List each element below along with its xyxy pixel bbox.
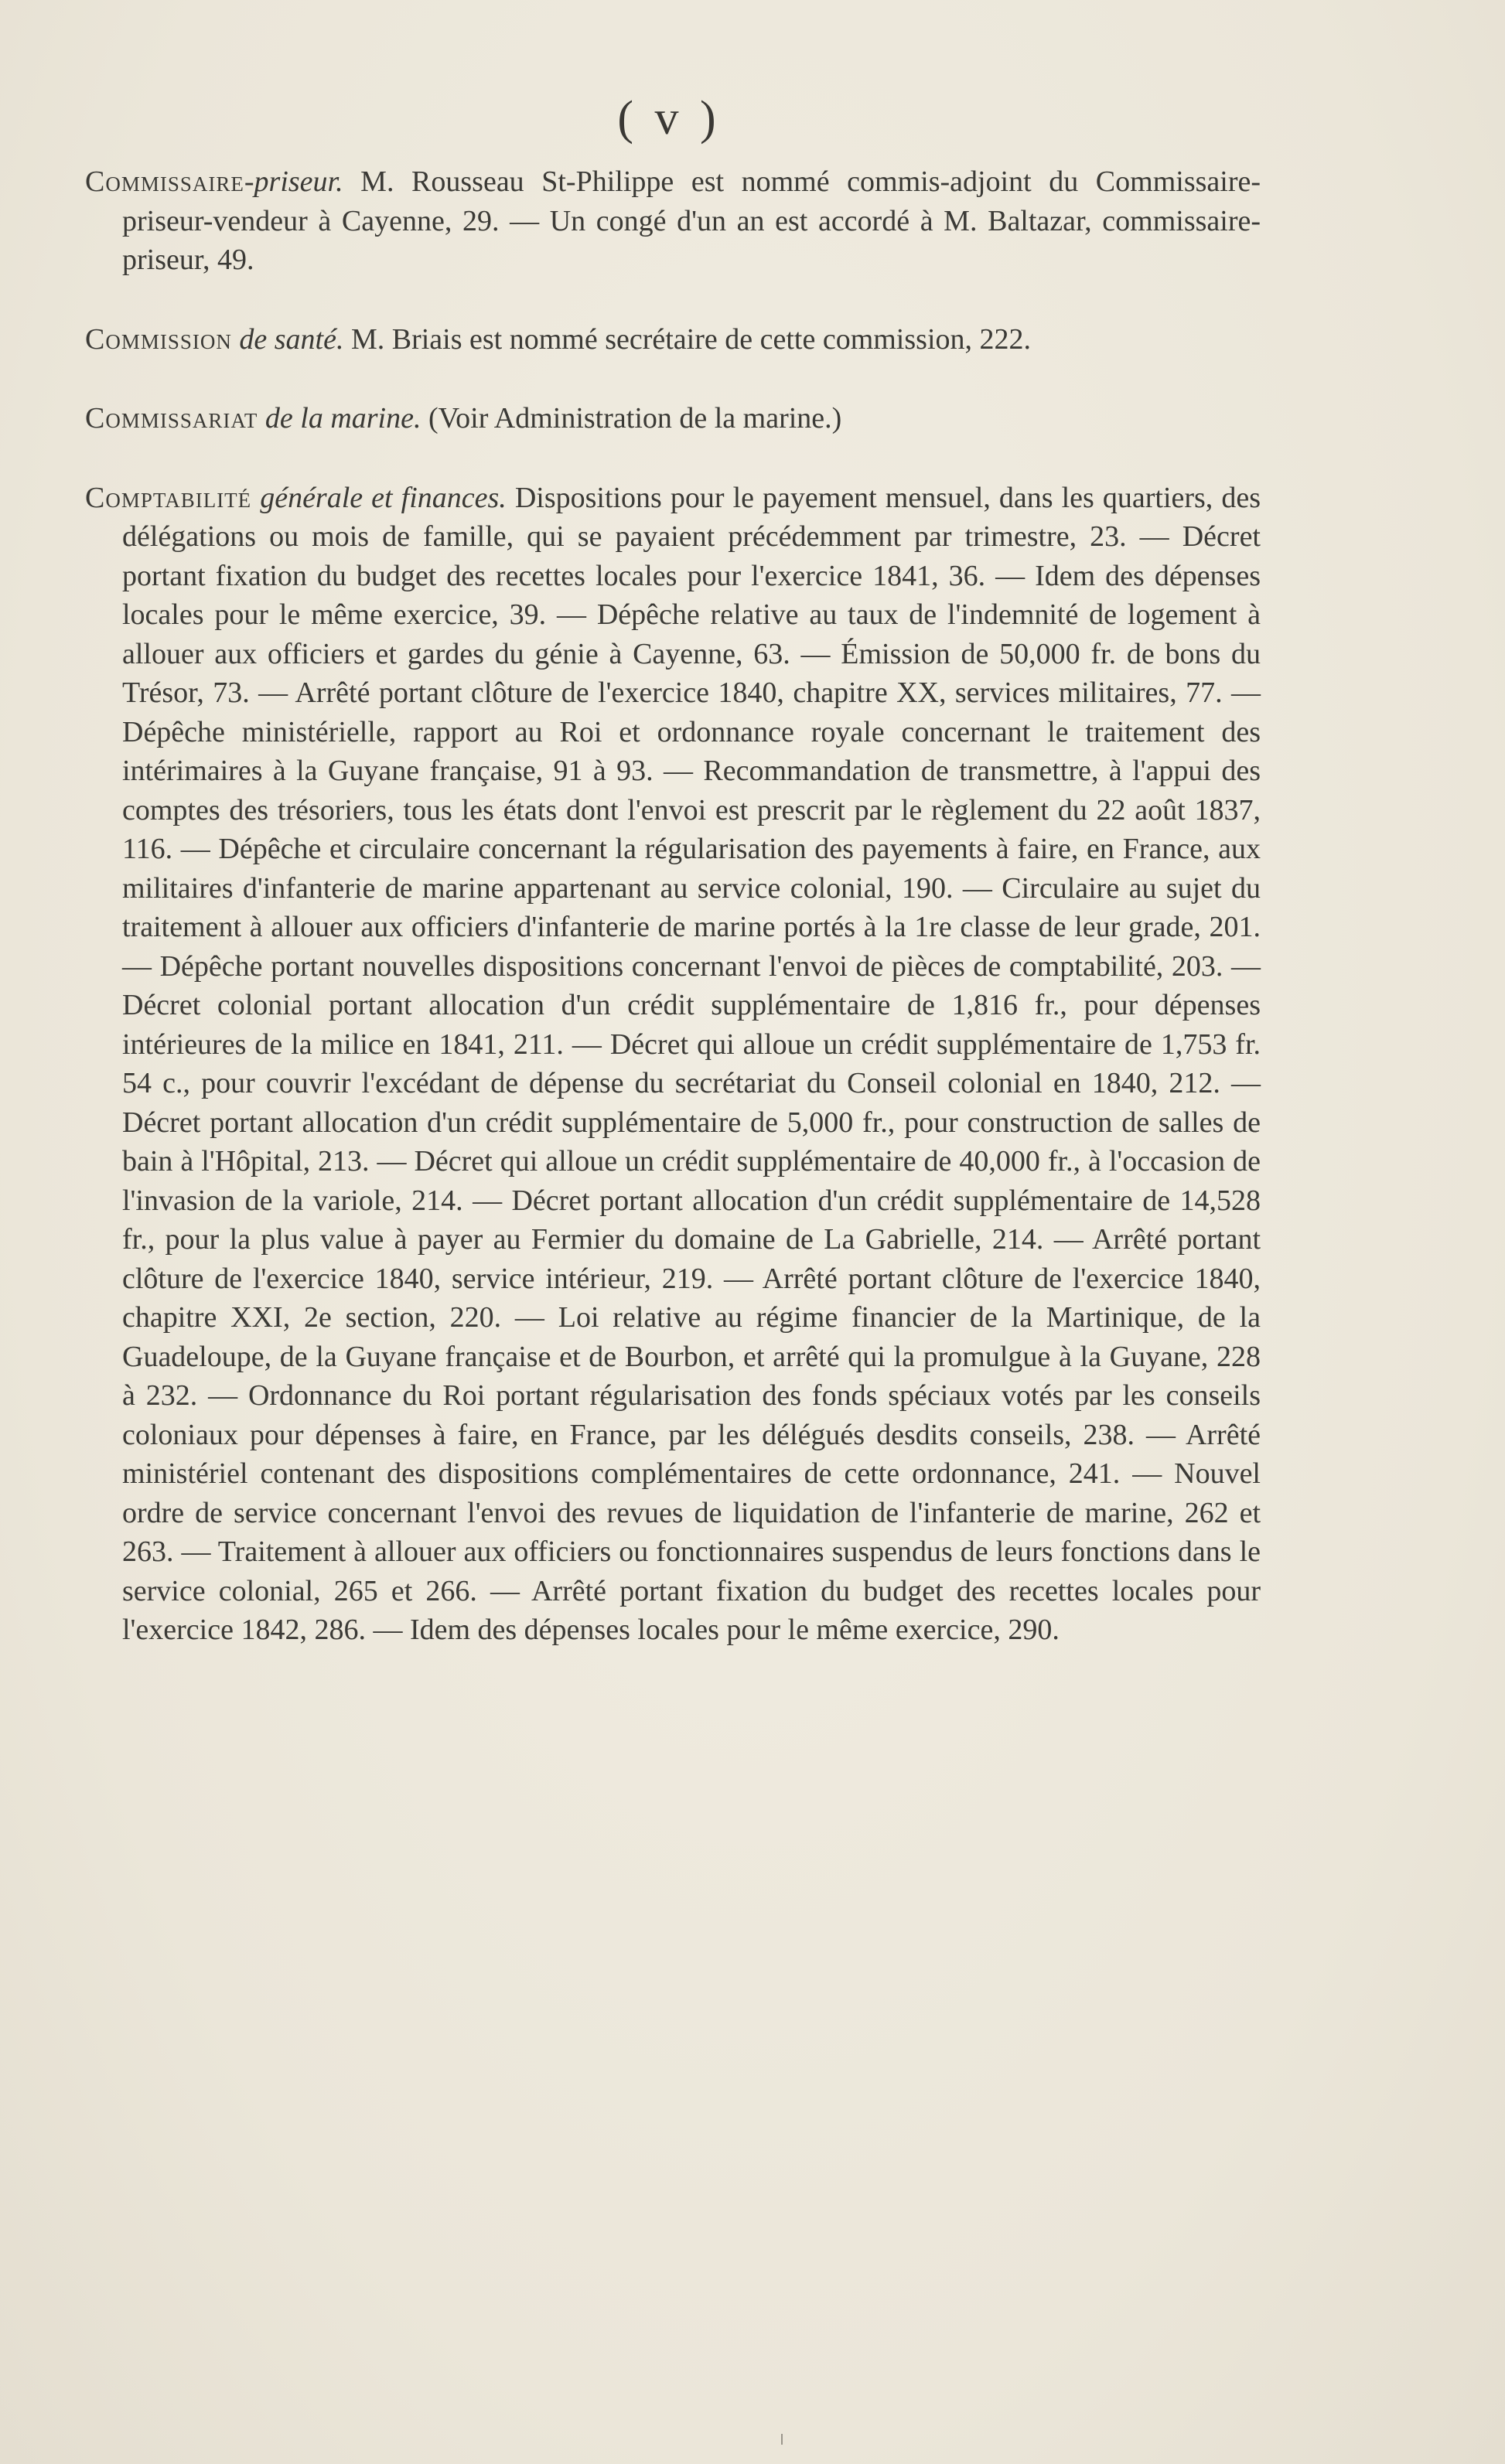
entry-qualifier: -priseur.: [244, 165, 343, 198]
entry-qualifier: de la marine.: [258, 402, 421, 435]
entry-heading: Commissaire: [85, 165, 244, 198]
entry-qualifier: générale et finances.: [251, 481, 507, 514]
entry-heading: Comptabilité: [85, 481, 252, 514]
page-number: ( v ): [617, 92, 721, 145]
entry-heading: Commissariat: [85, 402, 258, 435]
index-entry-commissaire-priseur: [85, 162, 1261, 280]
entry-text: Dispositions pour le payement mensuel, dans les quartiers, des délégations ou mois de famille, qui se payaient précédemment par trimestre, 23. — Décret portant fixation du budget des recettes locales pour l'exercice 1841, 36. — Idem des dépenses locales pour le même exercice, 39. — Dépêche relative au taux de l'indemnité de logement à allouer aux officiers et gardes du génie à Cayenne, 63. — Émission de 50,000 fr. de bons du Trésor, 73. — Arrêté portant clôture de l'exercice 1840, chapitre XX, services militaires, 77. — Dépêche ministérielle, rapport au Roi et ordonnance royale concernant le traitement des intérimaires à la Guyane française, 91 à 93. — Recommandation de transmettre, à l'appui des comptes des trésoriers, tous les états dont l'envoi est prescrit par le règlement du 22 août 1837, 116. — Dépêche et circulaire concernant la régularisation des payements à faire, en France, aux militaires d'infanterie de marine appartenant au service colonial, 190. — Circulaire au sujet du traitement à allouer aux officiers d'infanterie de marine portés à la 1re classe de leur grade, 201. — Dépêche portant nouvelles dispositions concernant l'envoi de pièces de comptabilité, 203. — Décret colonial portant allocation d'un crédit supplémentaire de 1,816 fr., pour dépenses intérieures de la milice en 1841, 211. — Décret qui alloue un crédit supplémentaire de 1,753 fr. 54 c., pour couvrir l'excédant de dépense du secrétariat du Conseil colonial en 1840, 212. — Décret portant allocation d'un crédit supplémentaire de 5,000 fr., pour construction de salles de bain à l'Hôpital, 213. — Décret qui alloue un crédit supplémentaire de 40,000 fr., à l'occasion de l'invasion de la variole, 214. — Décret portant allocation d'un crédit supplémentaire de 14,528 fr., pour la plus value à payer au Fermier du domaine de La Gabrielle, 214. — Arrêté portant clôture de l'exercice 1840, service intérieur, 219. — Arrêté portant clôture de l'exercice 1840, chapitre XXI, 2e section, 220. — Loi relative au régime financier de la Martinique, de la Guadeloupe, de la Guyane française et de Bourbon, et arrêté qui la promulgue à la Guyane, 228 à 232. — Ordonnance du Roi portant régularisation des fonds spéciaux votés par les conseils coloniaux pour dépenses à faire, en France, par les délégués desdits conseils, 238. — Arrêté ministériel contenant des dispositions complémentaires de cette ordonnance, 241. — Nouvel ordre de service concernant l'envoi des revues de liquidation de l'infanterie de marine, 262 et 263. — Traitement à allouer aux officiers ou fonctionnaires suspendus de leurs fonctions dans le service colonial, 265 et 266. — Arrêté portant fixation du budget des recettes locales pour l'exercice 1842, 286. — Idem des dépenses locales pour le même exercice, 290.: [122, 481, 1261, 1646]
entry-text: M. Briais est nommé secrétaire de cette commission, 222.: [343, 322, 1031, 356]
index-entry-commissariat-marine: [85, 399, 1261, 438]
page-mark: [781, 2434, 783, 2445]
entry-qualifier: de santé.: [231, 322, 344, 356]
entry-text: M. Rousseau St-Philippe est nommé commis-adjoint du Commissaire-priseur-vendeur à Cayenne, 29. — Un congé d'un an est accordé à M. Baltazar, commissaire-priseur, 49.: [122, 165, 1261, 276]
index-entry-commission-sante: [85, 320, 1261, 360]
index-entry-comptabilite: [85, 479, 1261, 1650]
entry-heading: Commission: [85, 322, 232, 356]
entry-text: (Voir Administration de la marine.): [421, 402, 842, 435]
index-entries: [85, 162, 1261, 1650]
